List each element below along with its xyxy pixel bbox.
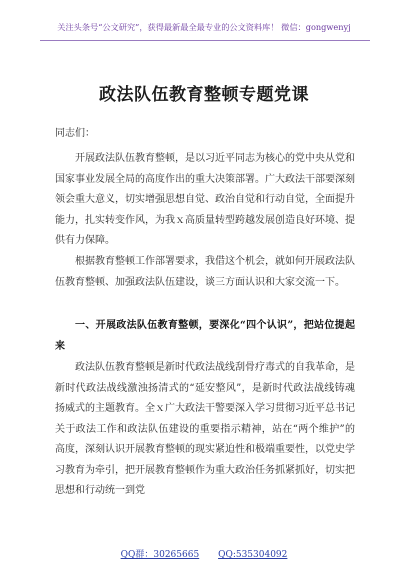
paragraph-2: 根据教育整顿工作部署要求，我借这个机会，就如何开展政法队伍教育整顿、加强政法队伍建设，谈三方面认识和大家交流一下。 [55,256,355,288]
footer [0,547,408,560]
salutation: 同志们： [55,128,95,139]
footer-qq-group[interactable]: QQ群：30265665 [120,550,200,560]
header-divider [40,40,370,41]
footer-qq[interactable]: QQ:535304092 [218,550,288,560]
document-title: 政法队伍教育整顿专题党课 [99,85,309,105]
paragraph-1: 开展政法队伍教育整顿，是以习近平同志为核心的党中央从党和国家事业发展全局的高度作出的重大决策部署。广大政法干部要深刻领会重大意义，切实增强思想自觉、政治自觉和行动自觉，全面提升能力，扎实转变作风，为我ｘ高质量转型跨越发展创造良好环境、提供有力保障。 [55,153,355,246]
paragraph-3: 政法队伍教育整顿是新时代政法战线刮骨疗毒式的自我革命，是新时代政法战线激浊扬清式的“延安整风”，是新时代政法战线铸魂扬威式的主题教育。全ｘ广大政法干警要深入学习贯彻习近平总书记关于政法工作和政法队伍建设的重要指示精神，站在“两个维护”的高度，深刻认识开展教育整顿的现实紧迫性和极端重要性，以党史学习教育为牵引，把开展教育整顿作为重大政治任务抓紧抓好，切实把思想和行动统一到党 [55,362,355,496]
section-heading-1: 一、开展政法队伍教育整顿，要深化“四个认识”，把站位提起来 [55,320,355,352]
header-banner: 关注头条号“公文研究”，获得最新最全最专业的公文资料库！ 微信：gongwenyj [57,22,351,32]
